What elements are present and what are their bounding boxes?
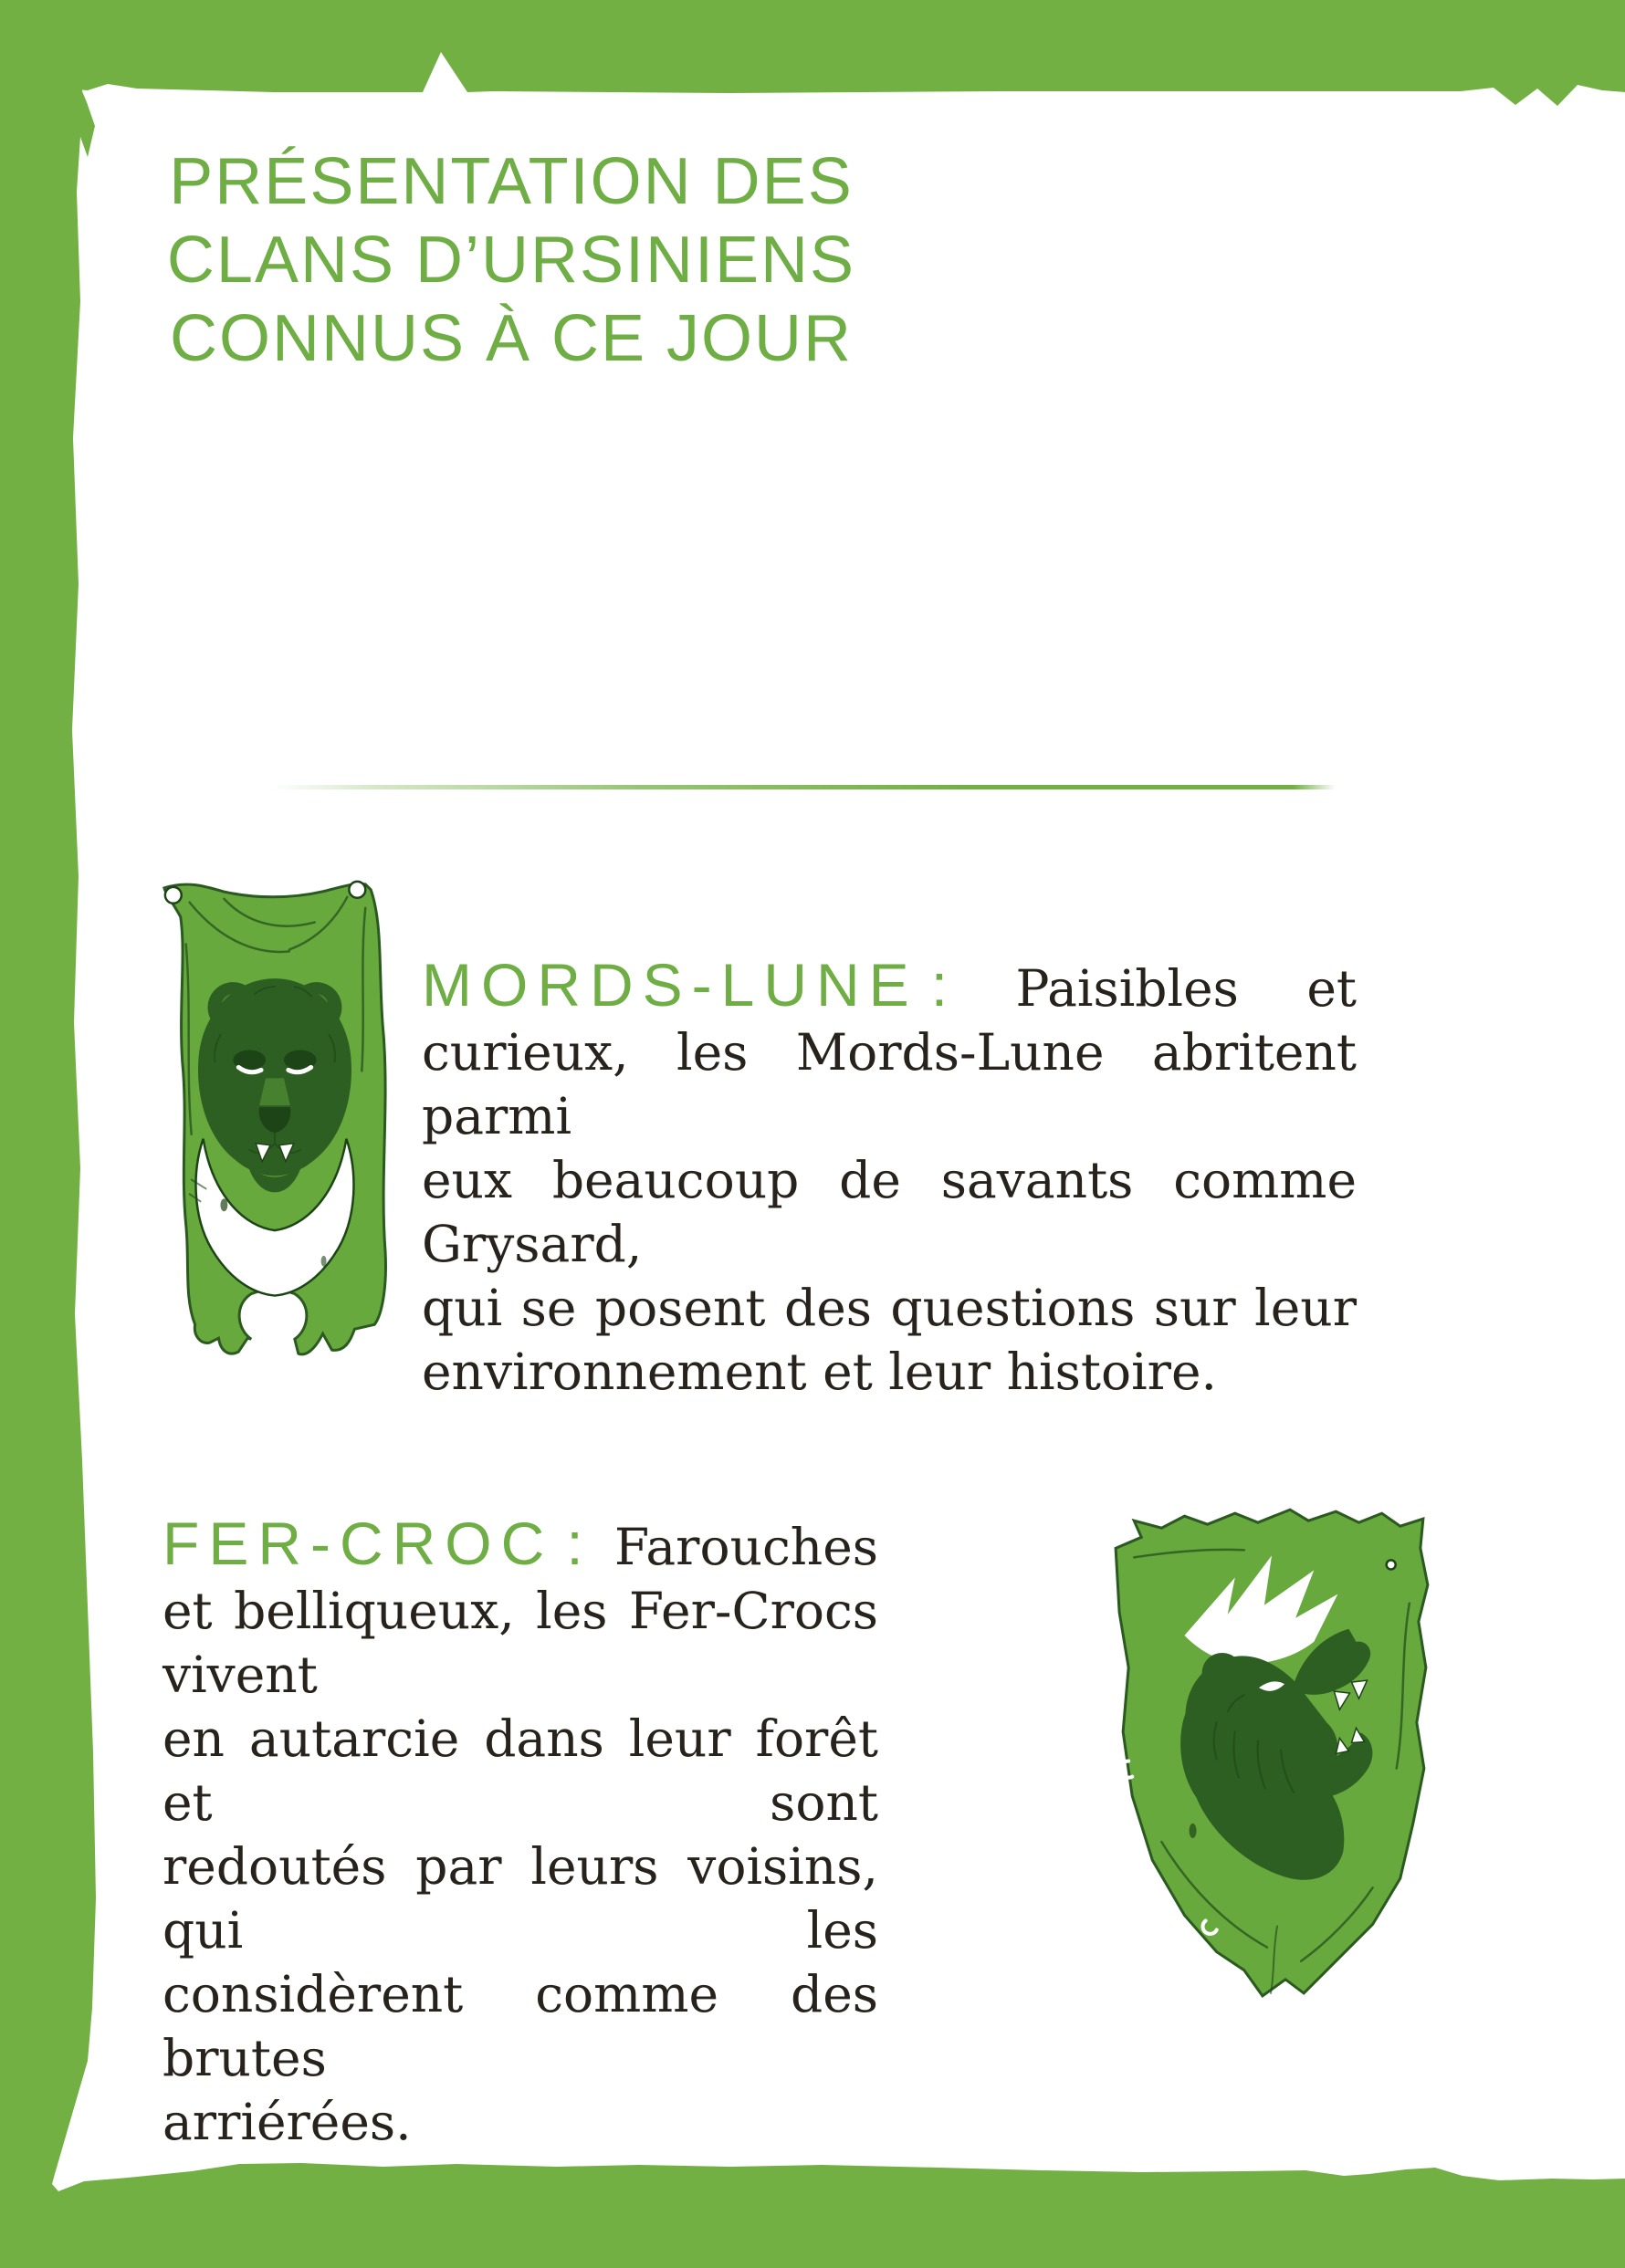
- fer-croc-text-line: FER-CROC : Farouches: [162, 1510, 878, 1577]
- bear-face: [198, 978, 351, 1176]
- cloth-hole: [1387, 1560, 1396, 1569]
- bear-lower-fangs: [1336, 1728, 1364, 1753]
- bear-eye-right: [288, 1067, 311, 1071]
- ring-piercing: [1120, 1761, 1132, 1778]
- bear-nose: [259, 1107, 291, 1133]
- frame-top-bar: [0, 0, 1625, 106]
- bear-upper-fangs: [1334, 1680, 1367, 1709]
- fer-croc-text-line: redoutés par leurs voisins, qui les: [162, 1837, 878, 1960]
- fer-croc-banner-illustration: [1097, 1493, 1446, 2007]
- section-divider: [272, 785, 1336, 789]
- fer-croc-text-line: arriérées.: [162, 2093, 412, 2151]
- ring-piercing: [1381, 1927, 1396, 1939]
- roaring-bear-head: [1180, 1629, 1372, 1880]
- page-title-line-2: CLANS D’URSINIENS: [166, 224, 856, 297]
- frame-bottom-bar: [0, 2163, 1625, 2268]
- mords-lune-banner-illustration: [137, 872, 409, 1365]
- bear-lower-jaw: [1309, 1732, 1372, 1797]
- banner-cloth: [164, 883, 386, 1353]
- fer-croc-paragraph: [162, 1511, 878, 2154]
- mords-lune-text-line: eux beaucoup de savants comme Grysard,: [422, 1151, 1357, 1273]
- fer-croc-text-line: en autarcie dans leur forêt et sont: [162, 1709, 878, 1832]
- pennant-cloth: [1116, 1510, 1428, 1996]
- banner-grommet-right: [349, 882, 365, 898]
- ring-piercing: [1117, 1782, 1127, 1796]
- mords-lune-paragraph: [422, 953, 1357, 1404]
- mords-lune-text-line: qui se posent des questions sur leur: [422, 1279, 1357, 1337]
- bear-eye: [1259, 1681, 1284, 1690]
- mords-lune-heading: MORDS-LUNE :: [422, 951, 949, 1019]
- bear-upper-snout: [1294, 1629, 1370, 1695]
- mords-lune-text-line: environnement et leur histoire.: [422, 1343, 1217, 1401]
- fer-croc-heading: FER-CROC :: [162, 1510, 583, 1577]
- banner-grommet-left: [165, 887, 182, 904]
- claw-tear: [1185, 1555, 1338, 1664]
- mords-lune-text-line: MORDS-LUNE : Paisibles et: [422, 951, 1357, 1019]
- ring-piercing: [1202, 1920, 1216, 1933]
- crescent-moon: [196, 1139, 354, 1296]
- fer-croc-text-line: et belliqueux, les Fer-Crocs vivent: [162, 1582, 878, 1704]
- ring-piercing: [1389, 1902, 1403, 1913]
- bear-fangs: [256, 1144, 294, 1162]
- bear-eye-left: [238, 1067, 261, 1071]
- page-title: [68, 142, 954, 378]
- page-title-line-1: PRÉSENTATION DES: [169, 145, 854, 218]
- page-title-line-3: CONNUS À CE JOUR: [169, 302, 854, 375]
- mords-lune-text-line: curieux, les Mords-Lune abritent parmi: [422, 1023, 1357, 1145]
- fer-croc-text-line: considèrent comme des brutes: [162, 1965, 878, 2087]
